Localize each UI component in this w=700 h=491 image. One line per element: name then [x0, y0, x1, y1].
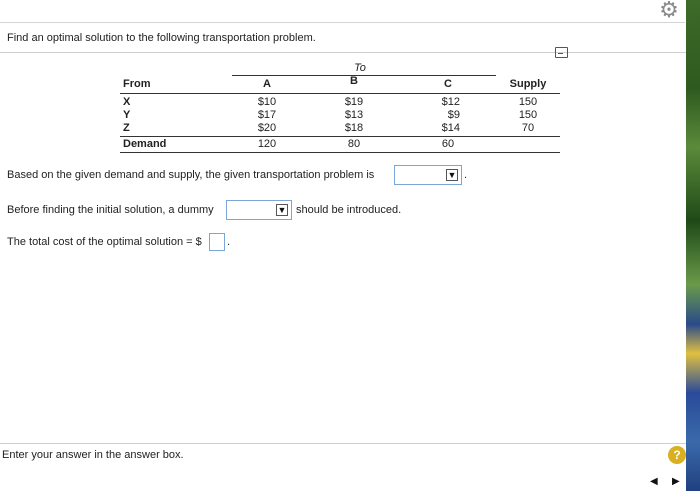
col-header-a: A — [263, 78, 271, 90]
footer-divider — [0, 443, 686, 444]
total-cost-input[interactable] — [209, 233, 225, 251]
demand-a: 120 — [257, 138, 277, 150]
cost-y-a: $17 — [257, 109, 277, 121]
chevron-down-icon: ▼ — [447, 170, 457, 180]
question-dummy-after: should be introduced. — [296, 204, 402, 216]
cost-x-a: $10 — [257, 96, 277, 108]
next-arrow-icon[interactable]: ▶ — [672, 476, 680, 487]
top-bar — [0, 0, 685, 23]
cost-z-a: $20 — [257, 122, 277, 134]
supply-y: 150 — [518, 109, 538, 121]
divider — [0, 52, 686, 53]
cost-y-c: $9 — [447, 109, 460, 121]
col-header-b: B — [350, 75, 358, 87]
question-total-cost-period: . — [227, 236, 231, 248]
col-header-c: C — [444, 78, 452, 90]
demand-label: Demand — [123, 138, 167, 150]
question-balance-period: . — [464, 169, 468, 181]
row-label-y: Y — [123, 109, 131, 121]
gear-icon[interactable]: ⚙ — [659, 0, 679, 22]
help-icon[interactable]: ? — [668, 446, 686, 464]
row-label-x: X — [123, 96, 131, 108]
row-label-z: Z — [123, 122, 130, 134]
question-total-cost: The total cost of the optimal solution = $ — [7, 236, 202, 248]
balance-dropdown[interactable] — [394, 165, 462, 185]
cost-x-c: $12 — [441, 96, 460, 108]
question-balance: Based on the given demand and supply, the given transportation problem is — [7, 169, 375, 181]
cost-z-b: $18 — [344, 122, 364, 134]
to-header: To — [354, 62, 366, 74]
from-header: From — [123, 78, 151, 90]
chevron-down-icon: ▼ — [277, 205, 287, 215]
supply-header: Supply — [509, 78, 547, 90]
demand-b: 80 — [347, 138, 361, 150]
demand-c: 60 — [441, 138, 455, 150]
body-rule — [120, 136, 560, 137]
print-icon[interactable] — [555, 47, 568, 58]
cost-z-c: $14 — [441, 122, 460, 134]
cost-y-b: $13 — [344, 109, 364, 121]
bottom-rule — [120, 152, 560, 153]
header-rule — [120, 93, 560, 94]
footer-instruction: Enter your answer in the answer box. — [2, 449, 184, 461]
dummy-dropdown[interactable] — [226, 200, 292, 220]
cost-x-b: $19 — [344, 96, 364, 108]
supply-x: 150 — [518, 96, 538, 108]
supply-z: 70 — [521, 122, 535, 134]
question-dummy: Before finding the initial solution, a dummy — [7, 204, 214, 216]
background-image-strip — [686, 0, 700, 491]
prev-arrow-icon[interactable]: ◀ — [650, 476, 658, 487]
problem-statement: Find an optimal solution to the following transportation problem. — [7, 32, 316, 44]
